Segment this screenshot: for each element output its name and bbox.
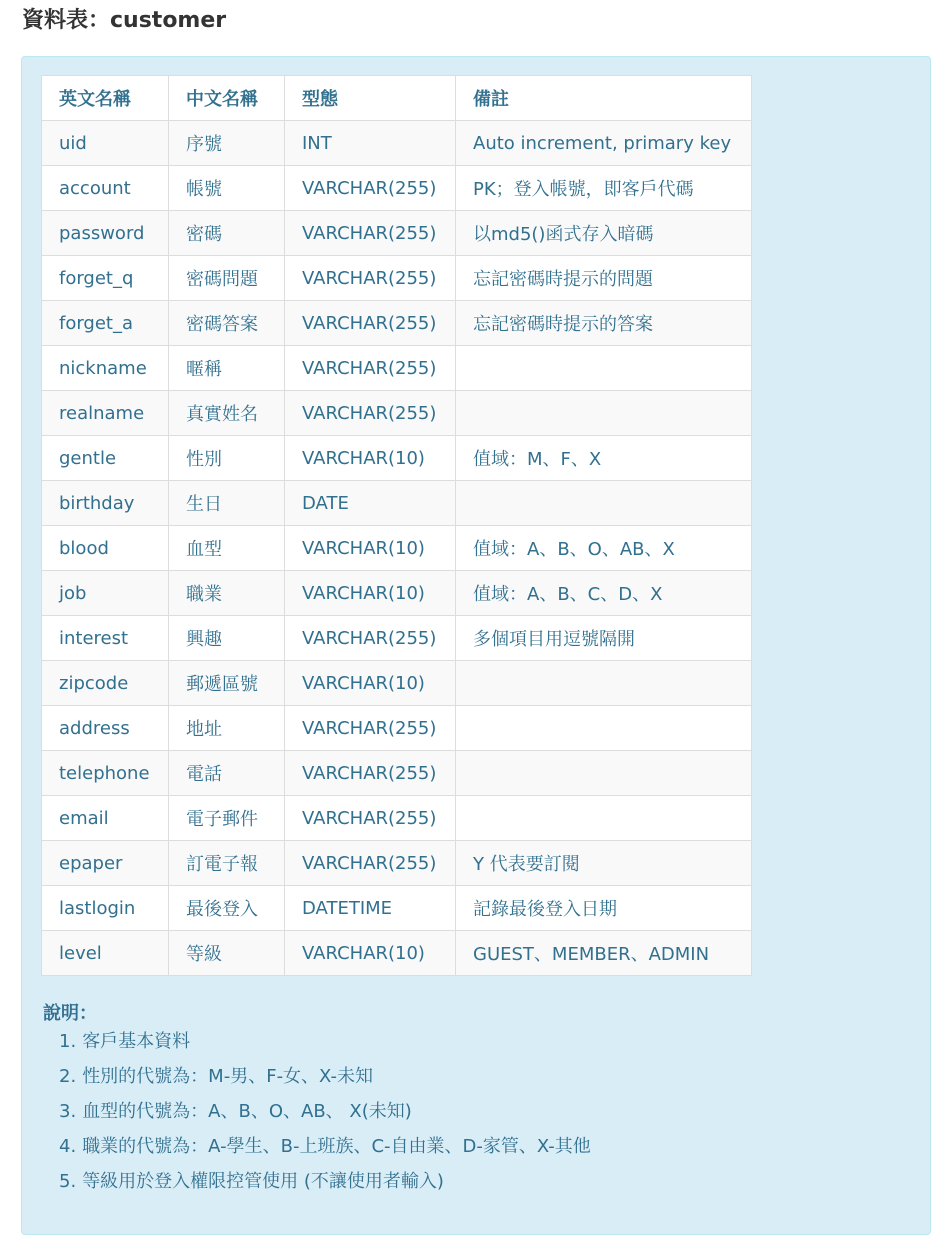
table-row [42, 346, 752, 391]
cell-type: VARCHAR(10) [285, 661, 456, 706]
table-row [42, 661, 752, 706]
note-number: 1. [59, 1031, 77, 1052]
cell-type: VARCHAR(255) [285, 166, 456, 211]
table-row [42, 391, 752, 436]
note-number: 2. [59, 1066, 77, 1087]
cell-remarks [456, 481, 752, 526]
cell-type: VARCHAR(255) [285, 616, 456, 661]
note-number: 5. [59, 1171, 77, 1192]
cell-remarks: 以md5()函式存入暗碼 [456, 211, 752, 256]
cell-english-name: blood [42, 526, 169, 571]
cell-type: VARCHAR(255) [285, 841, 456, 886]
cell-type: VARCHAR(10) [285, 526, 456, 571]
cell-type: VARCHAR(255) [285, 346, 456, 391]
cell-remarks: 值域：M、F、X [456, 436, 752, 481]
table-row [42, 256, 752, 301]
cell-type: DATETIME [285, 886, 456, 931]
header-english-name: 英文名稱 [42, 76, 169, 121]
cell-remarks [456, 391, 752, 436]
note-item [59, 1029, 591, 1064]
cell-type: INT [285, 121, 456, 166]
table-row [42, 166, 752, 211]
cell-remarks [456, 661, 752, 706]
note-text: 客戶基本資料 [82, 1031, 191, 1052]
cell-chinese-name: 密碼 [169, 211, 285, 256]
cell-remarks: Auto increment, primary key [456, 121, 752, 166]
cell-remarks: 忘記密碼時提示的答案 [456, 301, 752, 346]
cell-type: VARCHAR(255) [285, 706, 456, 751]
cell-english-name: forget_a [42, 301, 169, 346]
cell-remarks [456, 706, 752, 751]
cell-english-name: uid [42, 121, 169, 166]
cell-english-name: lastlogin [42, 886, 169, 931]
table-row [42, 571, 752, 616]
note-number: 4. [59, 1136, 77, 1157]
cell-chinese-name: 密碼答案 [169, 301, 285, 346]
note-text: 性別的代號為：M-男、F-女、X-未知 [82, 1066, 373, 1087]
cell-remarks [456, 346, 752, 391]
info-panel [21, 56, 931, 1235]
cell-remarks: 值域：A、B、O、AB、X [456, 526, 752, 571]
cell-type: VARCHAR(255) [285, 391, 456, 436]
cell-remarks: 記錄最後登入日期 [456, 886, 752, 931]
note-item [59, 1099, 591, 1134]
cell-chinese-name: 訂電子報 [169, 841, 285, 886]
cell-chinese-name: 帳號 [169, 166, 285, 211]
cell-english-name: account [42, 166, 169, 211]
notes-list [59, 1029, 591, 1204]
cell-chinese-name: 等級 [169, 931, 285, 976]
cell-remarks: PK；登入帳號，即客戶代碼 [456, 166, 752, 211]
cell-remarks: GUEST、MEMBER、ADMIN [456, 931, 752, 976]
header-chinese-name: 中文名稱 [169, 76, 285, 121]
table-row [42, 931, 752, 976]
table-body [42, 121, 752, 976]
cell-type: VARCHAR(10) [285, 436, 456, 481]
cell-type: VARCHAR(255) [285, 211, 456, 256]
cell-english-name: job [42, 571, 169, 616]
table-row [42, 301, 752, 346]
cell-english-name: zipcode [42, 661, 169, 706]
cell-chinese-name: 血型 [169, 526, 285, 571]
table-row [42, 751, 752, 796]
cell-english-name: telephone [42, 751, 169, 796]
table-row [42, 481, 752, 526]
cell-chinese-name: 職業 [169, 571, 285, 616]
cell-chinese-name: 真實姓名 [169, 391, 285, 436]
cell-type: VARCHAR(255) [285, 751, 456, 796]
note-number: 3. [59, 1101, 77, 1122]
cell-chinese-name: 生日 [169, 481, 285, 526]
table-row [42, 886, 752, 931]
cell-english-name: level [42, 931, 169, 976]
cell-english-name: realname [42, 391, 169, 436]
table-row [42, 616, 752, 661]
note-text: 血型的代號為：A、B、O、AB、 X(未知) [82, 1101, 412, 1122]
table-row [42, 211, 752, 256]
table-row [42, 121, 752, 166]
note-text: 職業的代號為：A-學生、B-上班族、C-自由業、D-家管、X-其他 [82, 1136, 591, 1157]
cell-type: VARCHAR(255) [285, 301, 456, 346]
cell-english-name: address [42, 706, 169, 751]
cell-chinese-name: 暱稱 [169, 346, 285, 391]
cell-chinese-name: 最後登入 [169, 886, 285, 931]
table-header-row [42, 76, 752, 121]
note-text: 等級用於登入權限控管使用 (不讓使用者輸入) [82, 1171, 444, 1192]
cell-type: VARCHAR(255) [285, 796, 456, 841]
table-row [42, 436, 752, 481]
table-row [42, 706, 752, 751]
note-item [59, 1169, 591, 1204]
cell-type: VARCHAR(255) [285, 256, 456, 301]
table-row [42, 796, 752, 841]
header-type: 型態 [285, 76, 456, 121]
cell-remarks [456, 751, 752, 796]
cell-chinese-name: 電話 [169, 751, 285, 796]
cell-chinese-name: 序號 [169, 121, 285, 166]
cell-remarks [456, 796, 752, 841]
cell-english-name: password [42, 211, 169, 256]
note-item [59, 1064, 591, 1099]
cell-english-name: nickname [42, 346, 169, 391]
cell-remarks: 值域：A、B、C、D、X [456, 571, 752, 616]
cell-chinese-name: 興趣 [169, 616, 285, 661]
cell-remarks: 多個項目用逗號隔開 [456, 616, 752, 661]
cell-chinese-name: 電子郵件 [169, 796, 285, 841]
cell-english-name: forget_q [42, 256, 169, 301]
table-row [42, 526, 752, 571]
cell-english-name: gentle [42, 436, 169, 481]
cell-english-name: email [42, 796, 169, 841]
cell-type: DATE [285, 481, 456, 526]
cell-english-name: epaper [42, 841, 169, 886]
page-title: 資料表：customer [22, 8, 227, 33]
cell-type: VARCHAR(10) [285, 571, 456, 616]
cell-remarks: 忘記密碼時提示的問題 [456, 256, 752, 301]
cell-type: VARCHAR(10) [285, 931, 456, 976]
cell-chinese-name: 郵遞區號 [169, 661, 285, 706]
cell-remarks: Y 代表要訂閱 [456, 841, 752, 886]
cell-chinese-name: 性別 [169, 436, 285, 481]
cell-chinese-name: 地址 [169, 706, 285, 751]
note-item [59, 1134, 591, 1169]
table-row [42, 841, 752, 886]
header-remarks: 備註 [456, 76, 752, 121]
cell-chinese-name: 密碼問題 [169, 256, 285, 301]
cell-english-name: birthday [42, 481, 169, 526]
schema-table [41, 75, 752, 976]
notes-title: 說明： [43, 1003, 97, 1024]
cell-english-name: interest [42, 616, 169, 661]
